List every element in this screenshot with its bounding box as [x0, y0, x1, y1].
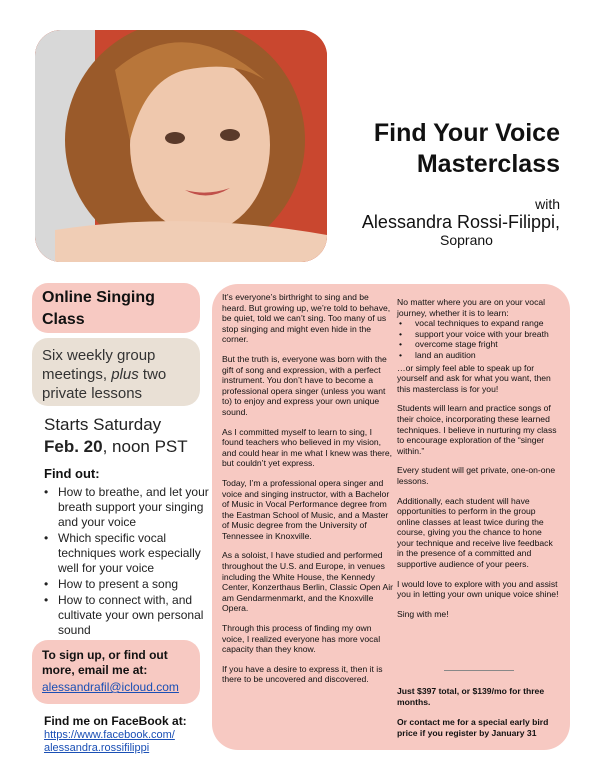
paragraph: As I committed myself to learn to sing, I found teachers who believed in my vision, and could hear in me what I knew was there, but couldn’t yet express. [222, 426, 393, 469]
list-item: • vocal techniques to expand range [397, 318, 559, 329]
instructor-role: Soprano [440, 232, 493, 248]
paragraph: As a soloist, I have studied and performed throughout the U.S. and Europe, in venues including the White House, the Kennedy Center, Konzerthaus Berlin, Classic Open Air am Gendarmenmarkt, and the Knoxville Opera. [222, 550, 394, 614]
signup-text: To sign up, or find out more, email me at: [42, 648, 168, 677]
find-out-heading: Find out: [44, 466, 100, 481]
paragraph: But the truth is, everyone was born with the gift of song and expression, with a perfect instrument. You don’t have to become a professional opera singer (unless you want to) to enjoy and express your own unique sound. [222, 353, 387, 417]
portrait-illustration [35, 30, 327, 262]
paragraph: It’s everyone’s birthright to sing and be heard. But growing up, we’re told to behave, be quiet, told we can’t sing. Too many of us stop singing and might even hide in the corner. [222, 292, 391, 345]
price-text: Just $397 total, or $139/mo for three months. [397, 686, 545, 707]
facebook-heading: Find me on FaceBook at: [44, 714, 187, 728]
paragraph: No matter where you are on your vocal journey, whether it is to learn: [397, 297, 546, 318]
facebook-link-line: https://www.facebook.com/ [44, 729, 175, 741]
paragraph: I would love to explore with you and assist you in letting your own unique voice shine! [397, 578, 559, 600]
list-item: • How to breathe, and let your breath support your singing and your voice [44, 485, 224, 530]
signup-box [32, 640, 200, 704]
find-out-list [30, 485, 224, 639]
with-label: with [535, 196, 560, 212]
early-bird-text: Or contact me for a special early bird price if you register by January 31 [397, 717, 549, 738]
schedule-emphasis: plus [111, 366, 139, 383]
paragraph: Students will learn and practice songs of their choice, incorporating these learned techniques. I believe in nurturing my class to encourage exploration of the “singer within.” [397, 403, 557, 456]
schedule-text: Six weekly group meetings, [42, 347, 156, 383]
paragraph: Every student will get private, one-on-one lessons. [397, 465, 556, 486]
facebook-link[interactable] [44, 729, 175, 755]
facebook-link-line: alessandra.rossifilippi [44, 742, 150, 754]
start-info [44, 414, 188, 458]
description-column-left [222, 292, 394, 694]
paragraph: Additionally, each student will have opportunities to perform in the group online classes at least twice during the course, giving you the chance to hone your technique and receive live feedback in the presence of a committed and supportive audience of your peers. [397, 495, 553, 570]
title-line: Masterclass [416, 150, 560, 178]
title-line: Find Your Voice [373, 119, 560, 147]
description-column-right [397, 297, 559, 628]
list-item: • How to present a song [44, 577, 224, 592]
list-item: • How to connect with, and cultivate your own personal sound [44, 593, 224, 638]
portrait-photo [35, 30, 327, 262]
instructor-name: Alessandra Rossi-Filippi, [361, 212, 560, 232]
learn-list [397, 318, 559, 360]
list-item: • support your voice with your breath [397, 329, 559, 340]
page-title [320, 118, 560, 180]
start-time: , noon PST [102, 437, 188, 456]
email-link[interactable]: alessandrafil@icloud.com [42, 680, 179, 694]
list-item: • land an audition [397, 350, 559, 361]
paragraph: Through this process of finding my own voice, I realized everyone has more vocal capacity than they know. [222, 623, 381, 655]
list-item: • Which specific vocal techniques work especially well for your voice [44, 531, 224, 576]
schedule-text: two private lessons [42, 366, 167, 402]
paragraph: Today, I’m a professional opera singer and voice and singing instructor, with a Bachelor of Music in Vocal Performance degree from the Eastman School of Music, and a Master of Music degree from the University of Tennessee in Knoxville. [222, 477, 390, 541]
divider [444, 670, 514, 671]
start-date: Feb. 20 [44, 437, 103, 456]
paragraph: If you have a desire to express it, then it is there to be uncovered and discovered. [222, 663, 383, 685]
schedule-badge [32, 338, 200, 406]
paragraph: Sing with me! [397, 608, 449, 619]
online-class-badge: Online Singing Class [32, 283, 200, 333]
list-item: • overcome stage fright [397, 339, 559, 350]
paragraph: …or simply feel able to speak up for yourself and ask for what you want, then this masterclass is for you! [397, 362, 551, 394]
starts-label: Starts Saturday [44, 415, 162, 434]
